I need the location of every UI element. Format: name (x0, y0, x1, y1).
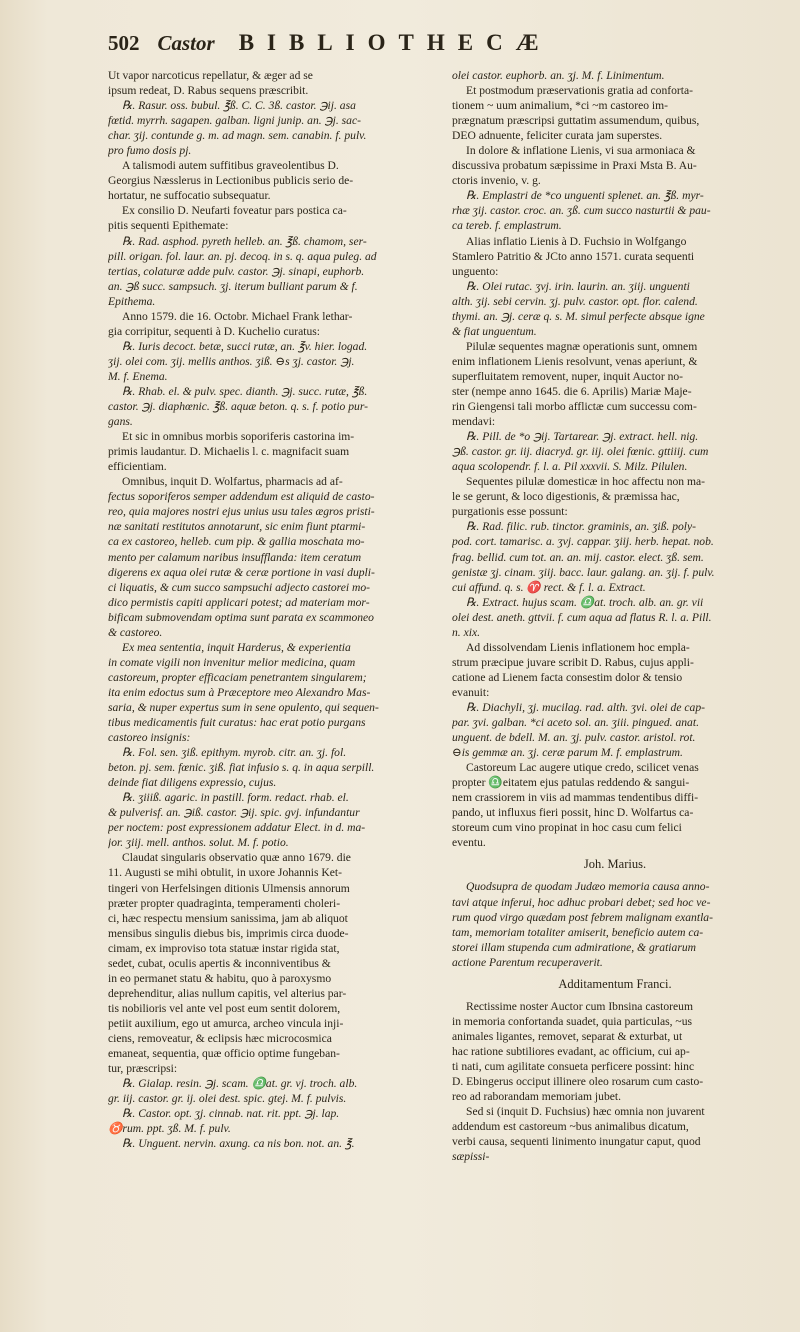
text-line: ♉rum. ppt. ʒß. M. f. pulv. (108, 1122, 231, 1136)
text-line: tertias, colaturæ adde pulv. castor. ℈j. sinapi, euphorb. (108, 264, 365, 278)
text-line: castoreum, propter efficaciam penetrantem singularem; (108, 670, 367, 684)
text-line: prægnatum præscripsi guttatim assumendum, quibus, (452, 114, 700, 128)
text-line: superfluitatem removent, nuper, inquit Auctor no- (452, 369, 684, 383)
text-line: mento per calamum naribus insufflanda: item ceratum (108, 550, 362, 564)
text-line: olei castor. euphorb. an. ʒj. M. f. Linimentum. (452, 69, 665, 82)
text-line: Omnibus, inquit D. Wolfartus, pharmacis ad af- (122, 475, 343, 489)
text-line: hortatur, ne suffocatio subsequatur. (108, 189, 271, 203)
text-line: tis nobilioris vel ante vel post eum sentit dolorem, (108, 1001, 341, 1015)
text-line: bificam submovendam optima sunt parata ex scammoneo (108, 610, 374, 624)
text-line: Georgius Næsslerus in Lectionibus publicis serio de- (108, 174, 354, 188)
text-line: sæpissi- (452, 1150, 490, 1164)
text-line: beton. pj. sem. fœnic. ʒiß. fiat infusio s. q. in aqua serpill. (108, 761, 375, 775)
text-line: ℞. Olei rutac. ʒvj. irin. laurin. an. ʒiij. unguenti (466, 279, 690, 293)
text-line: ⊖is gemmæ an. ʒj. ceræ parum M. f. emplastrum. (452, 746, 683, 760)
text-columns (108, 68, 778, 1164)
text-line: animales ligantes, removet, separat & exturbat, ut (452, 1029, 683, 1043)
text-line: ℞. Diachyli, ʒj. mucilag. rad. alth. ʒvi. olei de cap- (466, 700, 705, 714)
text-line: ℞. Unguent. nervin. axung. ca nis bon. not. an. ℥. (122, 1137, 355, 1151)
page-header (108, 30, 778, 68)
text-line: catione ad Lienem facta consestim dolor & tensio (452, 670, 683, 684)
text-line: an. ℈ß succ. sampsuch. ʒj. iterum bulliant parum & f. (108, 279, 358, 293)
text-line: cimam, ex improviso tota statuæ instar rigida stat, (108, 941, 340, 955)
text-line: purgationis esse possunt: (452, 505, 568, 519)
text-line: & fiat unguentum. (452, 324, 537, 338)
text-line: dico permistis capiti applicari potest; ad materiam mor- (108, 595, 370, 609)
text-line: aqua scolopendr. f. l. a. Pil xxxvii. S. Milz. Pilulen. (452, 460, 688, 474)
page-number: 502 (108, 31, 140, 55)
text-line: storeum cum vino propinat in hoc casu cum felici (452, 821, 682, 835)
text-line: in eo permanet statu & habitu, quo à paroxysmo (108, 971, 332, 985)
text-line: mendavi: (452, 415, 496, 429)
text-line: ℞. Fol. sen. ʒiß. epithym. myrob. citr. an. ʒj. fol. (122, 746, 347, 760)
text-line: castor. ℈j. diaphœnic. ℥ß. aquæ beton. q. s. f. potio pur- (108, 400, 368, 414)
text-line: M. f. Enema. (108, 369, 168, 383)
text-line: ℞. ʒiiiß. agaric. in pastill. form. redact. rhab. el. (122, 791, 349, 805)
text-line: pod. cort. tamarisc. a. ʒvj. cappar. ʒiij. herb. hepat. nob. (452, 535, 714, 549)
text-line: ℞. Pill. de *o ℈ij. Tartarear. ℈j. extract. hell. nig. (466, 430, 699, 444)
text-line: gr. iij. castor. gr. ij. olei dest. spic. gtej. M. f. pulvis. (108, 1092, 347, 1106)
text-line: ℈ß. castor. gr. iij. diacryd. gr. iij. olei fœnic. gttiiij. cum (452, 445, 709, 459)
text-line: ℞. Iuris decoct. betæ, succi rutæ, an. ℥v. hier. logad. (122, 339, 368, 353)
text-line: rin Giengensi tali morbo afflictæ cum successu com- (452, 400, 697, 414)
text-line: reo ad raborandam memoriam jubet. (452, 1090, 622, 1104)
text-line: strum præcipue juvare scribit D. Rabus, cujus appli- (452, 655, 694, 669)
text-line: tibus medicamentis fuit curatus: hac erat potio purgans (108, 716, 366, 730)
text-line: gia corripitur, sequenti à D. Kuchelio curatus: (108, 324, 321, 338)
text-line: Ad dissolvendam Lienis inflationem hoc empla- (466, 640, 690, 654)
text-line: unguento: (452, 264, 499, 278)
text-line: storei illam stupenda cum admiratione, & gratiarum (452, 940, 697, 954)
text-line: enim inflationem Lienis resolvunt, venas aperiunt, & (452, 354, 698, 368)
text-line: petiit auxilium, ego ut amurca, archeo vincula inji- (108, 1016, 344, 1030)
text-line: gans. (108, 415, 133, 429)
text-line: evanuit: (452, 685, 490, 699)
text-line: ℞. Castor. opt. ʒj. cinnab. nat. rit. ppt. ℈j. lap. (122, 1107, 340, 1121)
text-line: unguent. de bdell. M. an. ʒj. pulv. castor. aristol. rot. (452, 731, 696, 745)
text-line: actione Parentum recuperaverit. (452, 955, 603, 969)
text-line: ca ex castoreo, helleb. cum pip. & gallia moschata mo- (108, 535, 365, 549)
text-line: per noctem: post expressionem addatur Elect. in d. ma- (108, 821, 366, 835)
text-line: eventu. (452, 836, 486, 850)
right-column (452, 68, 778, 1164)
text-line: reo, quia majores nostri ejus unius usu tales ægros pristi- (108, 505, 375, 519)
text-line: ster (nempe anno 1645. die 6. Aprilis) Mariæ Maje- (452, 384, 692, 398)
text-line: DEO adnuente, feliciter curata jam superstes. (452, 129, 663, 143)
text-line: Alias inflatio Lienis à D. Fuchsio in Wolfgango (466, 234, 687, 248)
running-head: Castor (157, 31, 215, 55)
text-line: ℞. Rasur. oss. bubul. ℥ß. C. C. 3ß. castor. ℈ij. asa (122, 99, 356, 113)
text-line: Et sic in omnibus morbis soporiferis castorina im- (122, 430, 355, 444)
text-line: efficientiam. (108, 460, 167, 474)
text-line: pro fumo dosis pj. (108, 144, 192, 158)
text-line: genistæ ʒj. cinam. ʒiij. bacc. laur. galang. an. ʒij. f. pulv. (452, 565, 715, 579)
text-line: fœtid. myrrh. sagapen. galban. ligni junip. an. ℈j. sac- (108, 114, 361, 128)
text-line: Epithema. (108, 294, 156, 308)
text-line: hac ratione subtiliores evadant, ac officium, cui ap- (452, 1044, 690, 1058)
text-line: fectus soporiferos semper addendum est aliquid de casto- (108, 490, 375, 504)
text-line: Additamentum Franci. (558, 976, 672, 991)
text-line: tavi atque inferui, hoc adhuc probari debet; sed hoc ve- (452, 895, 711, 909)
text-line: olei dest. aneth. gttvii. f. cum aqua ad flatus R. l. a. Pill. (452, 610, 712, 624)
text-line: addendum est castoreum ~bus animalibus dicatum, (452, 1120, 689, 1134)
text-line: sedet, cubat, oculis apertis & inconniventibus & (108, 956, 331, 970)
text-line: char. ʒij. contunde g. m. ad magn. sem. canabin. f. pulv. (108, 129, 367, 143)
text-line: saria, & nuper expertus sum in sene opulento, qui sequen- (108, 700, 379, 714)
text-line: thymi. an. ℈j. ceræ q. s. M. simul perfecte absque igne (452, 309, 705, 323)
text-line: Ex consilio D. Neufarti foveatur pars postica ca- (122, 204, 347, 218)
text-line: ita enim edoctus sum à Præceptore meo Alexandro Mas- (108, 685, 371, 699)
left-column (108, 68, 434, 1164)
text-line: emaneat, sequentia, quæ officio optime fungeban- (108, 1047, 340, 1061)
text-line: In dolore & inflatione Lienis, vi sua armoniaca & (466, 144, 696, 158)
text-line: par. ʒvi. galban. *ci aceto sol. an. ʒiii. pingued. anat. (452, 716, 699, 730)
text-line: Castoreum Lac augere utique credo, scilicet venas (466, 761, 699, 775)
text-line: præter propter quadraginta, temperamenti choleri- (108, 896, 341, 910)
text-line: Sequentes pilulæ domesticæ in hoc affectu non ma- (466, 475, 706, 489)
text-line: mensibus singulis diebus bis, imprimis circa duode- (108, 926, 349, 940)
text-line: ℞. Rad. asphod. pyreth helleb. an. ℥ß. chamom, ser- (122, 234, 367, 248)
text-line: 11. Augusti se mihi obtulit, in uxore Johannis Ket- (108, 866, 343, 880)
text-line: digerens ex aqua olei rutæ & ceræ portione in vasi dupli- (108, 565, 375, 579)
text-line: D. Ebingerus occiput illinere oleo rosarum cum casto- (452, 1075, 704, 1089)
text-line: & pulverisf. an. ℈iß. castor. ℈ij. spic. gvj. infundantur (108, 806, 360, 820)
text-line: rhæ ʒij. castor. croc. an. ʒß. cum succo nasturtii & pau- (452, 204, 711, 218)
text-line: ʒij. olei com. ʒij. mellis anthos. ʒiß. ⊖s ʒj. castor. ℈j. (108, 354, 355, 368)
text-line: castoreo insignis: (108, 731, 191, 745)
text-line: ti nati, cum agilitate consueta perficere possint: hinc (452, 1060, 695, 1073)
text-line: verbi causa, sequenti linimento inungatur caput, quod (452, 1135, 701, 1149)
text-line: pando, ut influxus fieri possit, hinc D. Wolfartus ca- (452, 806, 694, 820)
text-line: Pilulæ sequentes magnæ operationis sunt, omnem (466, 339, 698, 353)
text-line: tingeri von Herfelsingen ditionis Ulmensis annorum (108, 881, 350, 895)
text-line: Stamlero Patritio & JCto anno 1571. curata sequenti (452, 249, 695, 263)
text-line: n. xix. (452, 625, 481, 639)
text-line: discussiva probatum sæpissime in Praxi Msta B. Au- (452, 159, 697, 173)
text-line: cui affund. q. s. ♈ rect. & f. l. a. Extract. (452, 580, 646, 594)
text-line: in comate vigili non invenitur melior medicina, quam (108, 655, 356, 669)
text-line: deprehenditur, alias nullum capitis, vel alterius par- (108, 986, 347, 1000)
text-line: Sed si (inquit D. Fuchsius) hæc omnia non juvarent (466, 1105, 705, 1119)
text-line: ci liquatis, & cum succo sampsuchi adjecto castorei mo- (108, 580, 370, 594)
text-line: ciens, removeatur, & eclipsis hæc microcosmica (108, 1032, 332, 1045)
text-line: rum quod virgo quædam post febrem malignam exantla- (452, 910, 713, 924)
text-line: Et postmodum præservationis gratia ad conforta- (466, 84, 693, 98)
text-line: Ut vapor narcoticus repellatur, & æger ad se (108, 69, 313, 82)
text-line: frag. bellid. cum tot. an. an. mij. castor. elect. ʒß. sem. (452, 550, 704, 564)
text-line: pill. origan. fol. laur. an. pj. decoq. in s. q. aqua puleg. ad (108, 249, 377, 263)
text-line: ℞. Rhab. el. & pulv. spec. dianth. ℈j. succ. rutæ, ℥ß. (122, 384, 368, 398)
text-line: næ sanitati restitutos annotarunt, sic enim fiunt ptarmi- (108, 520, 366, 534)
text-line: tur, præscripsi: (108, 1062, 178, 1076)
text-line: Quodsupra de quodam Judæo memoria causa anno- (466, 880, 710, 894)
text-line: Claudat singularis observatio quæ anno 1679. die (122, 851, 351, 865)
text-line: Rectissime noster Auctor cum Ibnsina castoreum (466, 999, 693, 1013)
text-line: ci, hæc respectu mensium sanissima, jam ab aliquot (108, 911, 348, 925)
text-line: Joh. Marius. (583, 857, 647, 872)
text-line: in memoria confortanda suadet, quia particulas, ~us (452, 1014, 693, 1028)
text-line: ℞. Extract. hujus scam. ♎at. troch. alb. an. gr. vii (466, 595, 704, 609)
text-line: primis laudantur. D. Michaelis l. c. magnifacit suam (108, 445, 350, 459)
text-line: pitis sequenti Epithemate: (108, 219, 229, 233)
text-line: le se gerunt, & loco digestionis, & præmissa hac, (452, 490, 680, 504)
text-line: nem crassiorem in viis ad mammas tendentibus diffi- (452, 791, 699, 805)
text-line: & castoreo. (108, 625, 163, 639)
text-line: Ex mea sententia, inquit Harderus, & experientia (122, 640, 351, 654)
text-line: propter ♎eitatem ejus patulas reddendo & sangui- (452, 776, 690, 790)
text-line: ℞. Rad. filic. rub. tinctor. graminis, an. ʒiß. poly- (466, 520, 697, 534)
text-line: ℞. Emplastri de *co unguenti splenet. an. ℥ß. myr- (466, 189, 704, 203)
text-line: alth. ʒij. sebi cervin. ʒj. pulv. castor. opt. flor. calend. (452, 294, 698, 308)
text-line: deinde fiat diligens expressio, cujus. (108, 776, 277, 790)
text-line: jor. ʒiij. mell. anthos. solut. M. f. potio. (108, 836, 289, 850)
text-line: Anno 1579. die 16. Octobr. Michael Frank lethar- (122, 309, 353, 323)
section-title: BIBLIOTHECÆ (238, 30, 552, 55)
text-line: ca tereb. f. emplastrum. (452, 219, 562, 233)
text-line: tam, memoriam totaliter amiserit, beneficio autem ca- (452, 925, 704, 939)
text-line: ℞. Gialap. resin. ℈j. scam. ♎at. gr. vj. troch. alb. (122, 1077, 358, 1091)
text-line: ctoris invenio, v. g. (452, 174, 541, 188)
text-line: ipsum redeat, D. Rabus sequens præscribit. (108, 84, 309, 98)
text-line: tionem ~ uum animalium, *ci ~m castoreo im- (452, 99, 669, 113)
text-line: A talismodi autem suffitibus graveolentibus D. (122, 159, 339, 173)
